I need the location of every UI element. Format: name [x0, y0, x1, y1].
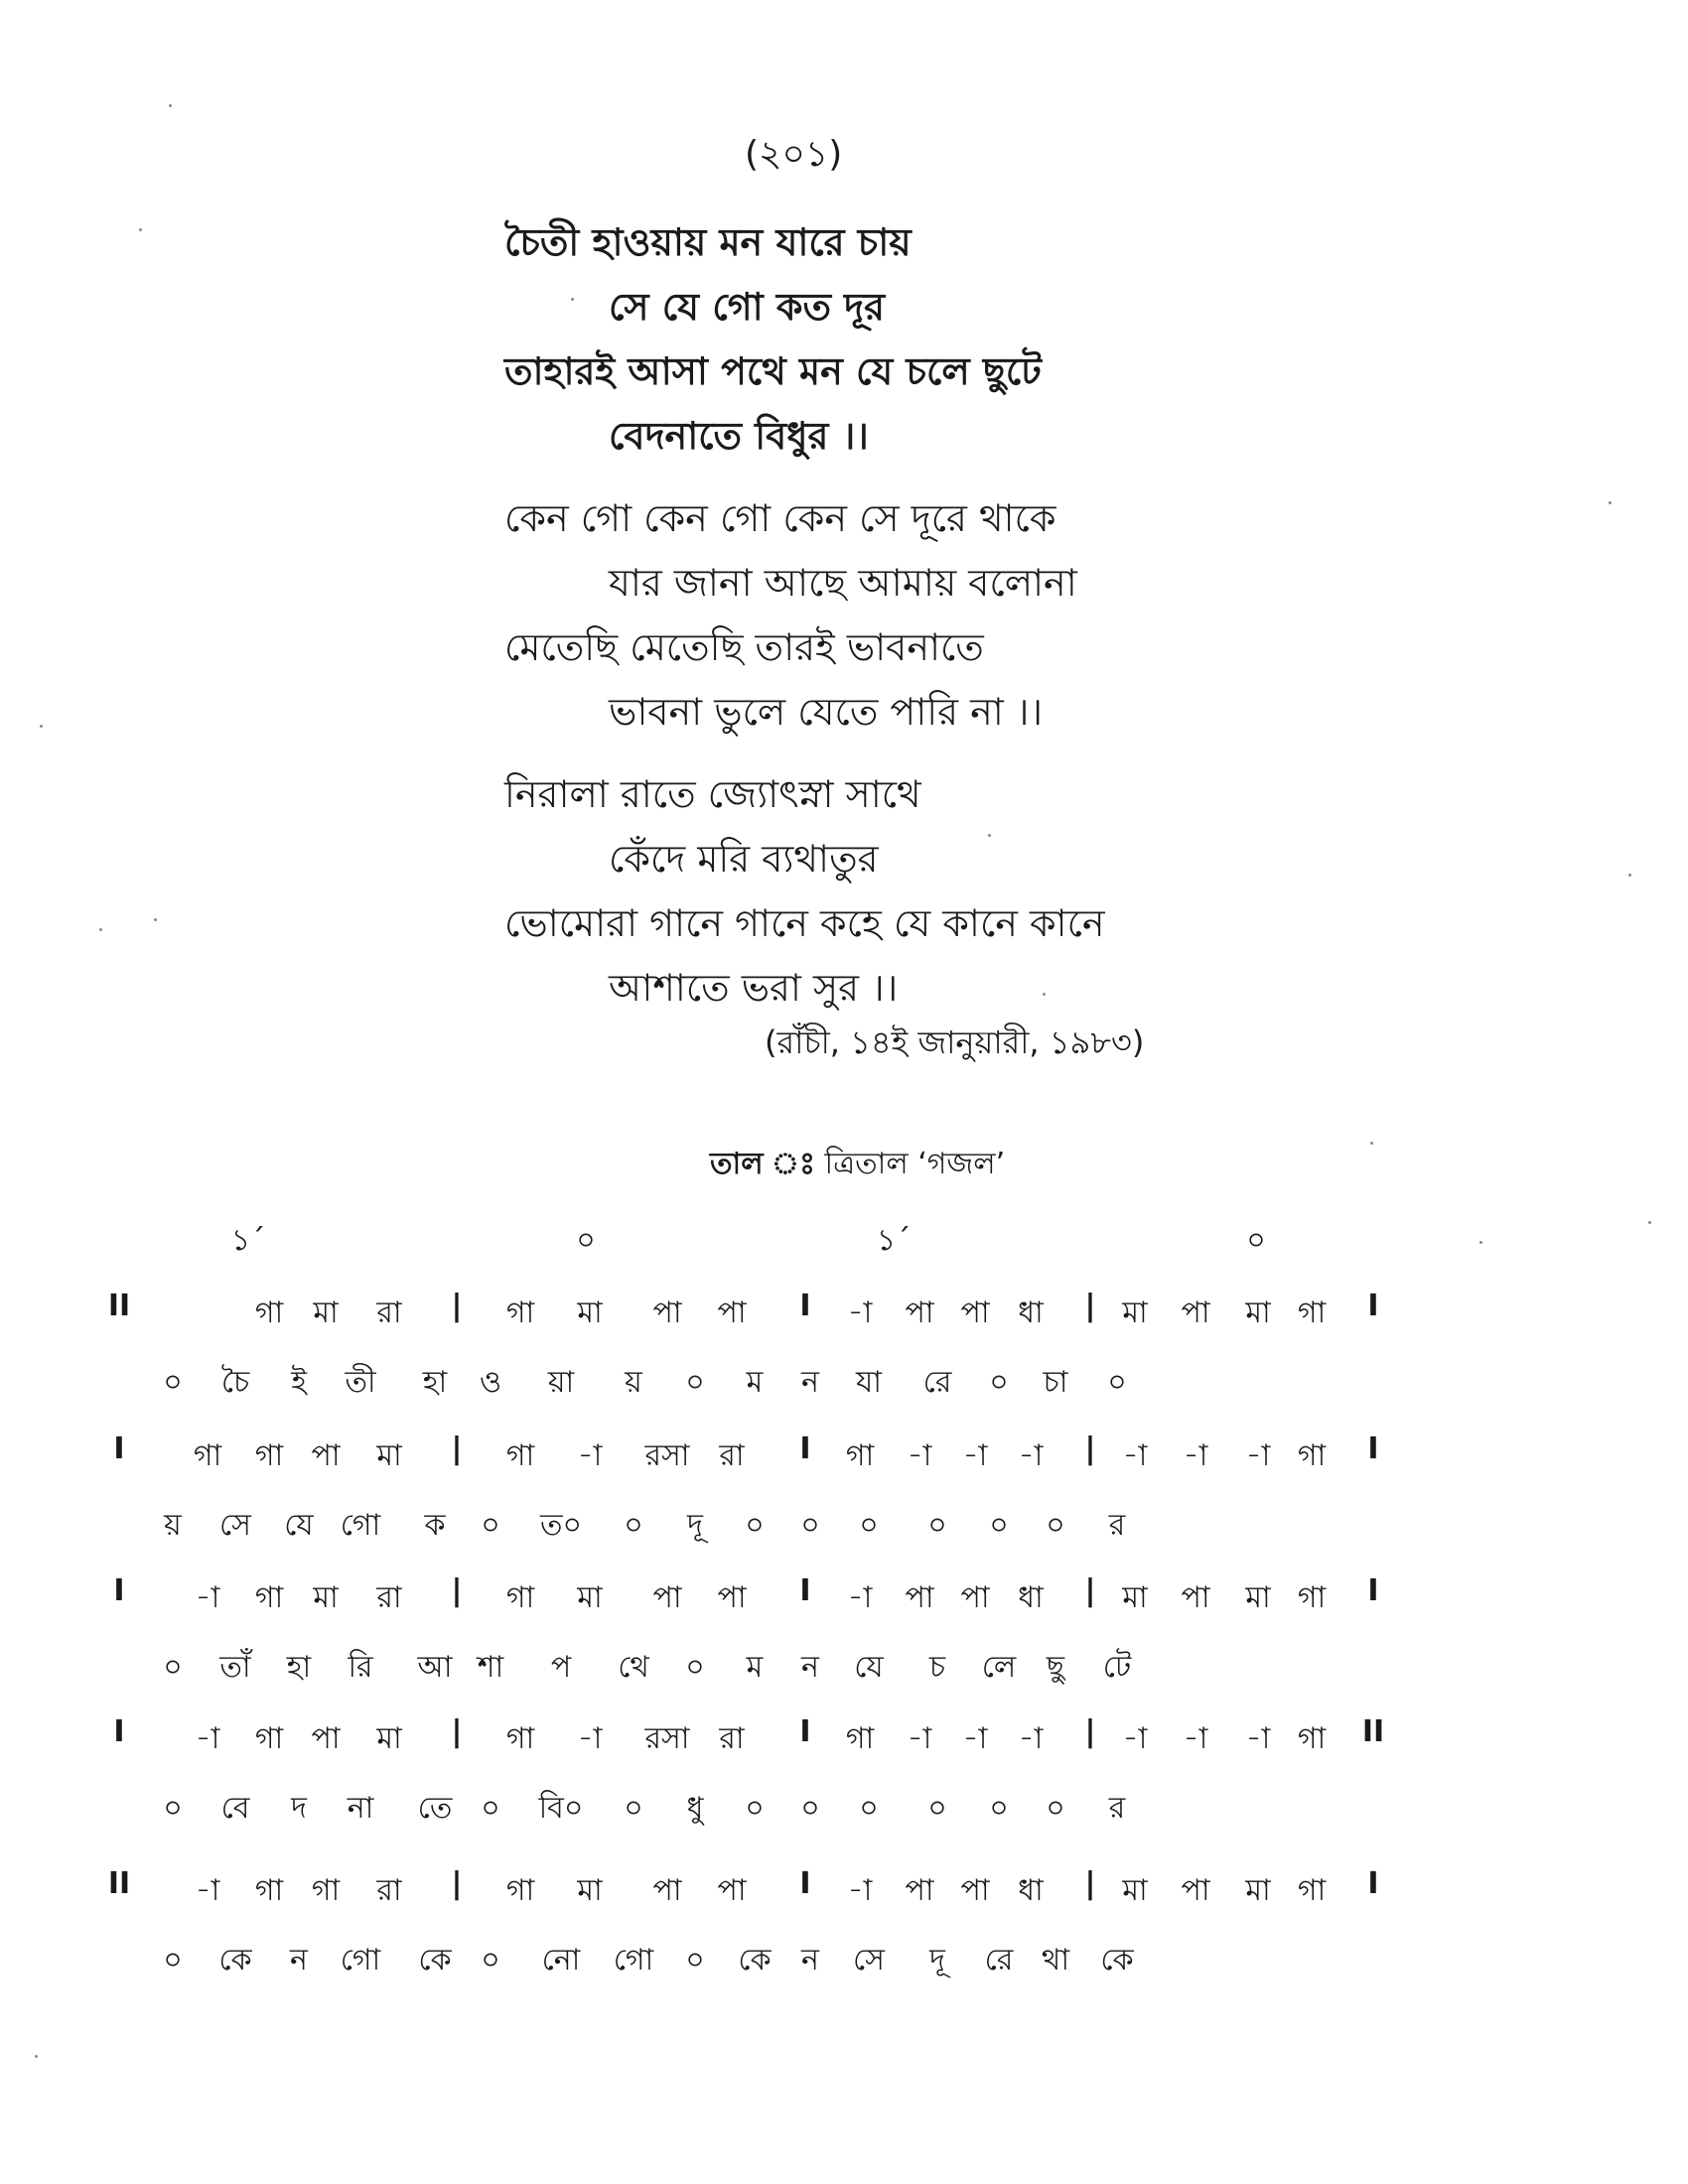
poem-line: ভাবনা ভুলে যেতে পারি না ।।: [609, 690, 1044, 734]
swar-note: ধা: [1018, 1873, 1044, 1908]
poem-line: ভোমোরা গানে গানে কহে যে কানে কানে: [504, 901, 1105, 945]
scan-speck: [571, 298, 574, 301]
taal-value: ত্রিতাল ‘গজল’: [824, 1147, 1006, 1181]
poem-line: নিরালা রাতে জ্যোৎস্না সাথে: [504, 772, 921, 816]
swar-note: গা: [1297, 1580, 1327, 1615]
lyric-syllable: ০: [989, 1508, 1009, 1543]
swar-note: গা: [254, 1438, 284, 1473]
barline: I: [799, 1289, 811, 1323]
lyric-syllable: ০: [1107, 1365, 1127, 1400]
swar-note: পা: [652, 1873, 682, 1908]
barline: |: [1084, 1573, 1096, 1608]
lyric-syllable: বি০: [538, 1791, 584, 1826]
swar-note: গা: [254, 1721, 284, 1756]
poem-line: আশাতে ভরা সুর ।।: [609, 966, 899, 1010]
barline: |: [1084, 1289, 1096, 1323]
swar-note: মা: [1122, 1580, 1148, 1615]
lyric-syllable: ০: [163, 1650, 183, 1685]
barline: |: [451, 1432, 463, 1466]
lyric-syllable: ০: [685, 1650, 705, 1685]
swar-note: -া: [847, 1580, 873, 1615]
swar-note: পা: [1181, 1873, 1210, 1908]
swar-note: পা: [960, 1296, 990, 1330]
swar-note: গা: [505, 1721, 535, 1756]
barline: I: [1367, 1866, 1379, 1901]
swar-note: -া: [1183, 1721, 1208, 1756]
barline: |: [451, 1866, 463, 1901]
swar-note: মা: [577, 1873, 603, 1908]
beat-marker: ০: [1246, 1223, 1266, 1258]
swar-note: পা: [311, 1438, 341, 1473]
lyric-syllable: র: [1108, 1508, 1126, 1543]
lyric-syllable: য়: [164, 1508, 182, 1543]
swar-note: -া: [1018, 1438, 1044, 1473]
lyric-syllable: ০: [481, 1943, 500, 1978]
barline: |: [451, 1573, 463, 1608]
barline: II: [107, 1866, 131, 1901]
scan-speck: [169, 104, 172, 107]
swar-note: পা: [905, 1296, 934, 1330]
lyric-syllable: সে: [219, 1508, 251, 1543]
barline: I: [1367, 1573, 1379, 1608]
beat-marker: ১´: [230, 1223, 266, 1258]
swar-note: মা: [577, 1296, 603, 1330]
lyric-syllable: ই: [291, 1365, 307, 1400]
swar-note: -া: [962, 1438, 988, 1473]
lyric-syllable: না: [347, 1791, 374, 1826]
swar-note: গা: [505, 1873, 535, 1908]
scan-speck: [1043, 993, 1046, 996]
swar-note: -া: [907, 1721, 932, 1756]
swar-note: গা: [311, 1873, 341, 1908]
swar-note: মা: [1245, 1580, 1271, 1615]
swar-note: -া: [195, 1721, 220, 1756]
lyric-syllable: ০: [859, 1508, 879, 1543]
lyric-syllable: রে: [984, 1943, 1014, 1978]
swar-note: রসা: [644, 1438, 690, 1473]
lyric-syllable: শা: [477, 1650, 504, 1685]
swar-note: গা: [505, 1296, 535, 1330]
lyric-syllable: থে: [618, 1650, 649, 1685]
lyric-syllable: গো: [340, 1943, 381, 1978]
swar-note: মা: [1245, 1296, 1271, 1330]
lyric-syllable: ০: [163, 1943, 183, 1978]
poem-line: যার জানা আছে আমায় বলোনা: [609, 561, 1077, 605]
lyric-syllable: ০: [1046, 1791, 1065, 1826]
swar-note: পা: [905, 1580, 934, 1615]
barline: |: [1084, 1432, 1096, 1466]
lyric-syllable: গো: [613, 1943, 654, 1978]
swar-note: -া: [1018, 1721, 1044, 1756]
scan-speck: [35, 2055, 38, 2058]
lyric-syllable: দ: [291, 1791, 307, 1826]
lyric-syllable: ছু: [1046, 1650, 1065, 1685]
lyric-syllable: ০: [624, 1508, 643, 1543]
swar-note: গা: [193, 1438, 222, 1473]
swar-note: পা: [717, 1580, 747, 1615]
barline: I: [799, 1714, 811, 1749]
lyric-syllable: লে: [981, 1650, 1017, 1685]
lyric-syllable: চা: [1043, 1365, 1068, 1400]
scan-speck: [139, 228, 142, 231]
lyric-syllable: ম: [746, 1650, 764, 1685]
lyric-syllable: ০: [163, 1365, 183, 1400]
poem-line: চৈতী হাওয়ায় মন যারে চায়: [504, 220, 912, 264]
swar-note: মা: [376, 1438, 402, 1473]
swar-note: পা: [652, 1580, 682, 1615]
lyric-syllable: চৈ: [220, 1365, 250, 1400]
lyric-syllable: ন: [801, 1365, 819, 1400]
swar-note: মা: [376, 1721, 402, 1756]
barline: I: [1367, 1432, 1379, 1466]
lyric-syllable: ০: [685, 1365, 705, 1400]
lyric-syllable: ক: [424, 1508, 446, 1543]
barline: |: [1084, 1714, 1096, 1749]
dateline: (রাঁচী, ১৪ই জানুয়ারী, ১৯৮৩): [765, 1024, 1145, 1061]
lyric-syllable: আ: [417, 1650, 453, 1685]
barline: I: [113, 1714, 125, 1749]
swar-note: রা: [376, 1296, 402, 1330]
barline: I: [1367, 1289, 1379, 1323]
swar-note: গা: [845, 1438, 875, 1473]
lyric-syllable: গো: [340, 1508, 381, 1543]
lyric-syllable: যে: [284, 1508, 314, 1543]
lyric-syllable: ন: [801, 1650, 819, 1685]
lyric-syllable: দূ: [929, 1943, 945, 1978]
lyric-syllable: নো: [541, 1943, 581, 1978]
lyric-syllable: প: [550, 1650, 572, 1685]
barline: I: [113, 1432, 125, 1466]
swar-note: পা: [1181, 1296, 1210, 1330]
barline: I: [799, 1432, 811, 1466]
lyric-syllable: ০: [989, 1791, 1009, 1826]
swar-note: গা: [254, 1580, 284, 1615]
swar-note: -া: [1122, 1721, 1148, 1756]
poem-line: সে যে গো কত দূর: [609, 285, 886, 329]
swar-note: -া: [962, 1721, 988, 1756]
lyric-syllable: য়া: [547, 1365, 575, 1400]
lyric-syllable: টে: [1102, 1650, 1132, 1685]
lyric-syllable: চ: [928, 1650, 946, 1685]
swar-note: রা: [719, 1438, 745, 1473]
lyric-syllable: কে: [418, 1943, 452, 1978]
swar-note: পা: [311, 1721, 341, 1756]
barline: I: [799, 1573, 811, 1608]
lyric-syllable: সে: [853, 1943, 885, 1978]
swar-note: -া: [847, 1296, 873, 1330]
lyric-syllable: ধু: [686, 1791, 704, 1826]
barline: |: [1084, 1866, 1096, 1901]
lyric-syllable: ০: [989, 1365, 1009, 1400]
scan-speck: [1479, 1241, 1482, 1244]
swar-note: রা: [376, 1873, 402, 1908]
poem-line: বেদনাতে বিধুর ।।: [609, 414, 869, 458]
swar-note: -া: [577, 1721, 603, 1756]
swar-note: গা: [505, 1580, 535, 1615]
swar-note: মা: [313, 1296, 339, 1330]
swar-note: গা: [1297, 1296, 1327, 1330]
poem-line: কেঁদে মরি ব্যথাতুর: [609, 837, 879, 881]
barline: |: [451, 1289, 463, 1323]
barline: II: [1361, 1714, 1385, 1749]
swar-note: গা: [1297, 1721, 1327, 1756]
swar-note: মা: [1245, 1873, 1271, 1908]
lyric-syllable: ০: [481, 1508, 500, 1543]
lyric-syllable: যা: [856, 1365, 882, 1400]
swar-note: -া: [577, 1438, 603, 1473]
lyric-syllable: ০: [800, 1791, 820, 1826]
lyric-syllable: হা: [422, 1365, 448, 1400]
lyric-syllable: ০: [745, 1791, 765, 1826]
swar-note: -া: [907, 1438, 932, 1473]
taal-label: তাল ঃ: [710, 1147, 815, 1181]
swar-note: ধা: [1018, 1296, 1044, 1330]
scan-speck: [99, 928, 102, 931]
scan-speck: [154, 918, 157, 921]
swar-note: মা: [1122, 1296, 1148, 1330]
barline: I: [799, 1866, 811, 1901]
lyric-syllable: থা: [1041, 1943, 1070, 1978]
lyric-syllable: ০: [163, 1791, 183, 1826]
lyric-syllable: তী: [345, 1365, 376, 1400]
swar-note: পা: [652, 1296, 682, 1330]
lyric-syllable: কে: [738, 1943, 772, 1978]
swar-note: ধা: [1018, 1580, 1044, 1615]
swar-note: গা: [505, 1438, 535, 1473]
scan-speck: [988, 834, 991, 837]
swar-note: -া: [1183, 1438, 1208, 1473]
swar-note: -া: [1122, 1438, 1148, 1473]
swar-note: পা: [960, 1580, 990, 1615]
poem-line: মেতেছি মেতেছি তারই ভাবনাতে: [504, 625, 984, 669]
swar-note: গা: [1297, 1873, 1327, 1908]
swar-note: রা: [376, 1580, 402, 1615]
lyric-syllable: যে: [854, 1650, 884, 1685]
lyric-syllable: ম: [746, 1365, 764, 1400]
swar-note: পা: [905, 1873, 934, 1908]
lyric-syllable: ০: [927, 1791, 947, 1826]
lyric-syllable: দূ: [687, 1508, 703, 1543]
swar-note: পা: [1181, 1580, 1210, 1615]
swar-note: গা: [845, 1721, 875, 1756]
swar-note: মা: [577, 1580, 603, 1615]
swar-note: পা: [717, 1296, 747, 1330]
swar-note: -া: [847, 1873, 873, 1908]
lyric-syllable: কে: [1100, 1943, 1134, 1978]
scan-speck: [1609, 501, 1612, 504]
swar-note: মা: [1122, 1873, 1148, 1908]
page-number: (২০১): [745, 134, 843, 175]
poem-line: কেন গো কেন গো কেন সে দূরে থাকে: [504, 496, 1056, 540]
swar-note: গা: [254, 1873, 284, 1908]
lyric-syllable: ০: [685, 1943, 705, 1978]
swar-note: পা: [717, 1873, 747, 1908]
swar-note: রসা: [644, 1721, 690, 1756]
barline: I: [113, 1573, 125, 1608]
lyric-syllable: ন: [290, 1943, 308, 1978]
swar-note: রা: [719, 1721, 745, 1756]
swar-note: গা: [254, 1296, 284, 1330]
scan-speck: [1648, 1221, 1651, 1224]
lyric-syllable: রে: [922, 1365, 952, 1400]
beat-marker: ১´: [876, 1223, 912, 1258]
barline: II: [107, 1289, 131, 1323]
swar-note: -া: [1245, 1438, 1271, 1473]
beat-marker: ০: [576, 1223, 596, 1258]
swar-note: -া: [195, 1580, 220, 1615]
swar-note: -া: [1245, 1721, 1271, 1756]
swar-note: পা: [960, 1873, 990, 1908]
lyric-syllable: বে: [220, 1791, 250, 1826]
scan-speck: [1370, 1142, 1373, 1145]
lyric-syllable: তাঁ: [219, 1650, 251, 1685]
swar-note: মা: [313, 1580, 339, 1615]
barline: |: [451, 1714, 463, 1749]
swar-note: গা: [1297, 1438, 1327, 1473]
lyric-syllable: ও: [479, 1365, 502, 1400]
lyric-syllable: হা: [286, 1650, 312, 1685]
lyric-syllable: ত০: [539, 1508, 583, 1543]
poem-line: তাহারই আসা পথে মন যে চলে ছুটে: [504, 349, 1042, 393]
lyric-syllable: তে: [417, 1791, 453, 1826]
lyric-syllable: ০: [1046, 1508, 1065, 1543]
lyric-syllable: য়: [625, 1365, 642, 1400]
lyric-syllable: রি: [348, 1650, 373, 1685]
lyric-syllable: কে: [218, 1943, 252, 1978]
lyric-syllable: র: [1108, 1791, 1126, 1826]
lyric-syllable: ০: [927, 1508, 947, 1543]
scan-speck: [40, 725, 43, 728]
lyric-syllable: ০: [745, 1508, 765, 1543]
scan-speck: [1628, 874, 1631, 877]
lyric-syllable: ০: [800, 1508, 820, 1543]
lyric-syllable: ০: [481, 1791, 500, 1826]
swar-note: -া: [195, 1873, 220, 1908]
lyric-syllable: ন: [801, 1943, 819, 1978]
lyric-syllable: ০: [859, 1791, 879, 1826]
lyric-syllable: ০: [624, 1791, 643, 1826]
